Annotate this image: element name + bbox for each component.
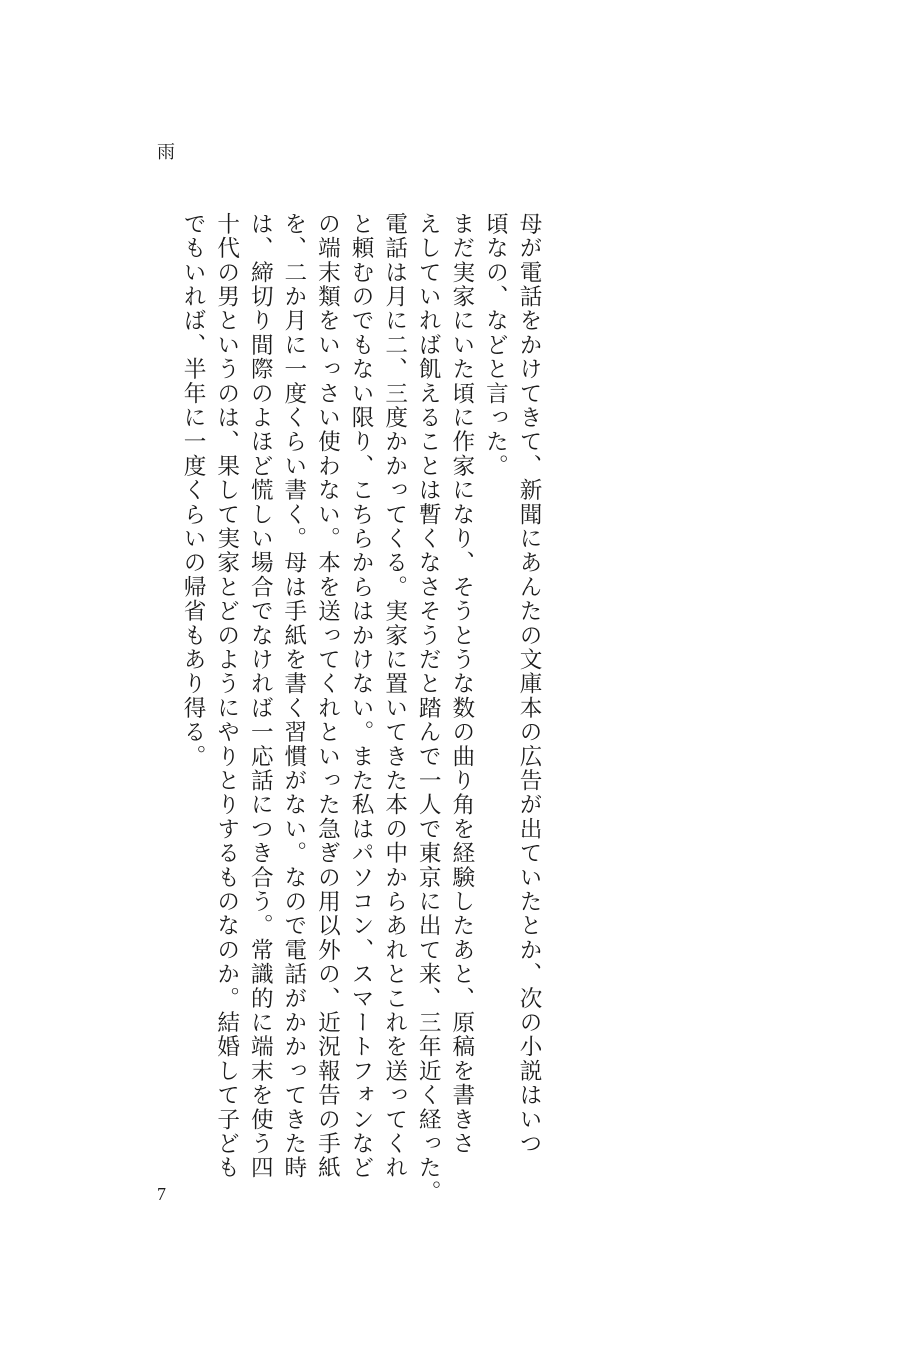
text-line: 電話は月に二、三度かかってくる。実家に置いてきた本の中からあれとこれを送ってくれ	[381, 212, 408, 1180]
text-line: の端末類をいっさい使わない。本を送ってくれといった急ぎの用以外の、近況報告の手紙	[314, 212, 341, 1180]
page-number: 7	[157, 1184, 166, 1204]
text-line: まだ実家にいた頃に作家になり、そうとうな数の曲り角を経験したあと、原稿を書きさ	[448, 212, 475, 1156]
text-line: 頃なの、などと言った。	[482, 212, 509, 479]
text-line: でもいれば、半年に一度くらいの帰省もあり得る。	[180, 212, 207, 769]
text-line: 十代の男というのは、果して実家とどのようにやりとりするものなのか。結婚して子ども	[213, 212, 240, 1180]
text-line: えしていれば飢えることは暫くなさそうだと踏んで一人で東京に出て来、三年近く経った。	[415, 212, 442, 1205]
text-line: と頼むのでもない限り、こちらからはかけない。また私はパソコン、スマートフォンなど	[348, 212, 375, 1180]
text-line: 母が電話をかけてきて、新聞にあんたの文庫本の広告が出ていたとか、次の小説はいつ	[516, 212, 542, 1156]
vertical-body-text	[175, 212, 545, 1205]
text-line: は、締切り間際のよほど慌しい場合でなければ一応話につき合う。常識的に端末を使う四	[247, 212, 274, 1180]
running-head: 雨	[157, 142, 175, 163]
text-line: を、二か月に一度くらい書く。母は手紙を書く習慣がない。なので電話がかかってきた時	[280, 212, 307, 1180]
